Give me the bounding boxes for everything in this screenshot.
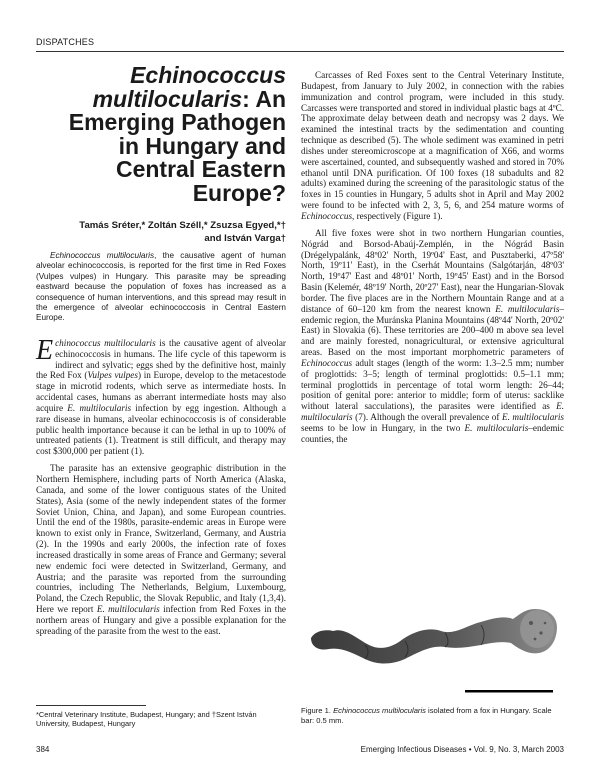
abstract-text: , the causative agent of human alveolar echinococcosis, is reported for the first time in Red Foxes (Vulpes vulpes) in Hungary. This parasite may be spreading eastward because the population of foxes has increased as a consequence of human interventions, and this spread may result in the emergence of alveolar echinococcosis in Central Eastern Europe. <box>36 251 286 323</box>
title-line-1: Echinococcus <box>130 62 286 88</box>
title-line-2-rest: : An <box>242 85 286 112</box>
authors-line-2: and István Varga† <box>204 233 286 244</box>
r-p2-species-d: E. multilocularis <box>464 423 529 433</box>
r-p2-text-e: seems to be low in Hungary, in the two <box>301 423 465 433</box>
title-line-5: Central Eastern <box>115 156 286 182</box>
title-line-4: in Hungary and <box>118 132 286 159</box>
worm-micrograph <box>305 565 563 702</box>
terminal-proglottid <box>520 610 554 648</box>
r-p2-text-f: –endemic counties, the <box>301 423 564 444</box>
page-number: 384 <box>36 745 50 754</box>
p1-text-a: is the causative agent of alveolar echinococcosis in humans. The life cycle of this tapeworm is indirect and sylvatic; eggs shed by the definitive host, mainly the Red Fox ( <box>36 337 286 381</box>
caption-species: Echinococcus multilocularis <box>333 706 426 715</box>
authors-line-1: Tamás Sréter,* Zoltán Széll,* Zsuzsa Egyed,*† <box>79 220 286 231</box>
r-p2-species-b: E. multilocularis <box>301 401 564 423</box>
right-column <box>301 70 564 445</box>
r-p2-species-c: E. multilocularis <box>501 412 564 423</box>
p1-fox: Vulpes vulpes <box>87 370 138 381</box>
header-rule <box>36 51 564 52</box>
article-title <box>36 64 286 205</box>
r-p1-genus: Echinococcus <box>301 210 353 221</box>
caption-label: Figure 1. <box>301 706 334 715</box>
scale-bar <box>465 690 553 693</box>
r-p1-text-a: Carcasses of Red Foxes sent to the Central Veterinary Institute, Budapest, from January to July 2002, in connection with the rabies immunization and control program, were included in this study. Carcasses were transported and stored in individual plastic bags at 4ºC. The approximate delay between death and necropsy was 2 days. We examined the intestinal tracts by the sedimentation and counting technique as described (5). The whole sediment was examined in petri dishes under stereomicroscope at a magnification of X66, and worms were ascertained, counted, and subsequently washed and stored in 70% ethanol until DNA purification. Of 100 foxes (18 subadults and 82 adults) examined during the screening of the parasitologic status of the foxes in 15 counties in Hungary, 5 adults shot in April and May 2002 were found to be infected with 2, 3, 5, 6, and 254 mature worms of <box>301 70 564 211</box>
abstract <box>36 251 286 324</box>
title-line-3: Emerging Pathogen <box>68 109 286 135</box>
p2-text-a: The parasite has an extensive geographic distribution in the Northern Hemisphere, including parts of North America (Alaska, Canada, and some of the lower contiguous states of the United States), Asia (some of the newly independent states of the former Soviet Union, China, and Japan), and some European countries. Until the end of the 1980s, parasite-endemic areas in Europe were known to exist only in France, Switzerland, Germany, and Austria (2). In the 1990s and early 2000s, the infection rate of foxes increased drastically in some areas of France and Germany; several new endemic foci were detected in Switzerland, Germany, and Austria; and the parasite was reported from the surrounding countries, including The Netherlands, Belgium, Luxembourg, Poland, the Czech Republic, the Slovak Republic, and Italy (1,3,4). Here we report <box>36 463 286 615</box>
caption-text: isolated from a fox in Hungary. Scale bar: 0.5 mm. <box>301 706 552 725</box>
title-line-6: Europe? <box>192 179 286 206</box>
affiliation-footnote: *Central Veterinary Institute, Budapest, Hungary; and †Szent István University, Budapest, Hungary <box>36 710 257 729</box>
p1-text-c: infection by egg ingestion. Although a rare disease in humans, alveolar echinococcosis is of considerable public health importance because it can be lethal in up to 100% of untreated patients (1). Treatment is still difficult, and therapy may cost $300,000 per patient (1). <box>36 402 286 457</box>
p2-text-b: infection from Red Foxes in the northern areas of Hungary and give a possible explanation for the spreading of the parasite from the west to the east. <box>36 604 287 636</box>
journal-citation: Emerging Infectious Diseases • Vol. 9, No. 3, March 2003 <box>360 745 564 754</box>
r-p2-genus: Echinococcus <box>301 357 353 368</box>
title-line-2-italic: multilocularis <box>92 85 243 112</box>
footnote-rule <box>36 705 146 706</box>
r-p2-text-a: All five foxes were shot in two northern Hungarian counties, Nógrád and Borsod-Abaúj-Zemplén, in the Nógrád Basin (Drégelypalánk, 48º02' North, 19º04' East, and Pusztaberki, 47º58' North, 19º11' East), in the Cserhát Mountains (Salgótarján, 48º03' North, 19º47' East and 48º01' North, 19º45' East) and in the Borsod Basin (Kelemér, 48º19' North, 20º27' East), near the Hungarian-Slovak border. The five places are in the Northern Mountain Range and at a distance of 60–120 km from the nearest known <box>301 227 564 314</box>
figure-caption <box>301 706 564 725</box>
p1-species: chinococcus multilocularis <box>55 337 156 348</box>
r-p2-text-c: adult stages (length of the worm: 1.3–2.5 mm; number of proglottids: 3–5; length of terminal proglottids: 0.5–1.1 mm; terminal proglottids in percentage of total worm length: 26–44; position of genital pore: anterior to middle; form of uterus: sacklike without lateral sacculations), the parasites were identified as <box>301 357 564 412</box>
right-paragraph-1 <box>301 70 564 222</box>
r-p2-species: E. multilocularis <box>495 303 560 314</box>
p2-species: E. multilocularis <box>96 604 160 615</box>
figure-1 <box>305 565 563 702</box>
section-header: DISPATCHES <box>36 37 95 47</box>
p1-species-b: E. multilocularis <box>67 402 132 413</box>
p1-text-b: ) in Europe, develop to the metacestode stage in microtid rodents, which serve as intermediate hosts. In accidental cases, humans as aberrant intermediate hosts may also acquire <box>36 370 286 413</box>
author-list <box>36 219 286 245</box>
abstract-species: Echinococcus multilocularis <box>50 251 155 260</box>
worm-body <box>311 609 557 664</box>
left-paragraph-2 <box>36 463 286 637</box>
right-paragraph-2 <box>301 228 564 445</box>
r-p1-text-b: , respectively (Figure 1). <box>352 210 443 221</box>
drop-cap: E <box>36 334 54 366</box>
r-p2-text-d: (7). Although the overall prevalence of <box>352 412 502 423</box>
left-paragraph-1 <box>36 334 286 457</box>
left-column <box>36 64 286 637</box>
r-p2-text-b: –endemic region, the Muránska Planina Mountains (48º44' North, 20º02' East) in Slovakia (6). These territories are 200–400 m above sea level and are mainly forested, nonagricultural, or extensive agricultural areas. Based on the most important morphometric parameters of <box>301 303 564 358</box>
